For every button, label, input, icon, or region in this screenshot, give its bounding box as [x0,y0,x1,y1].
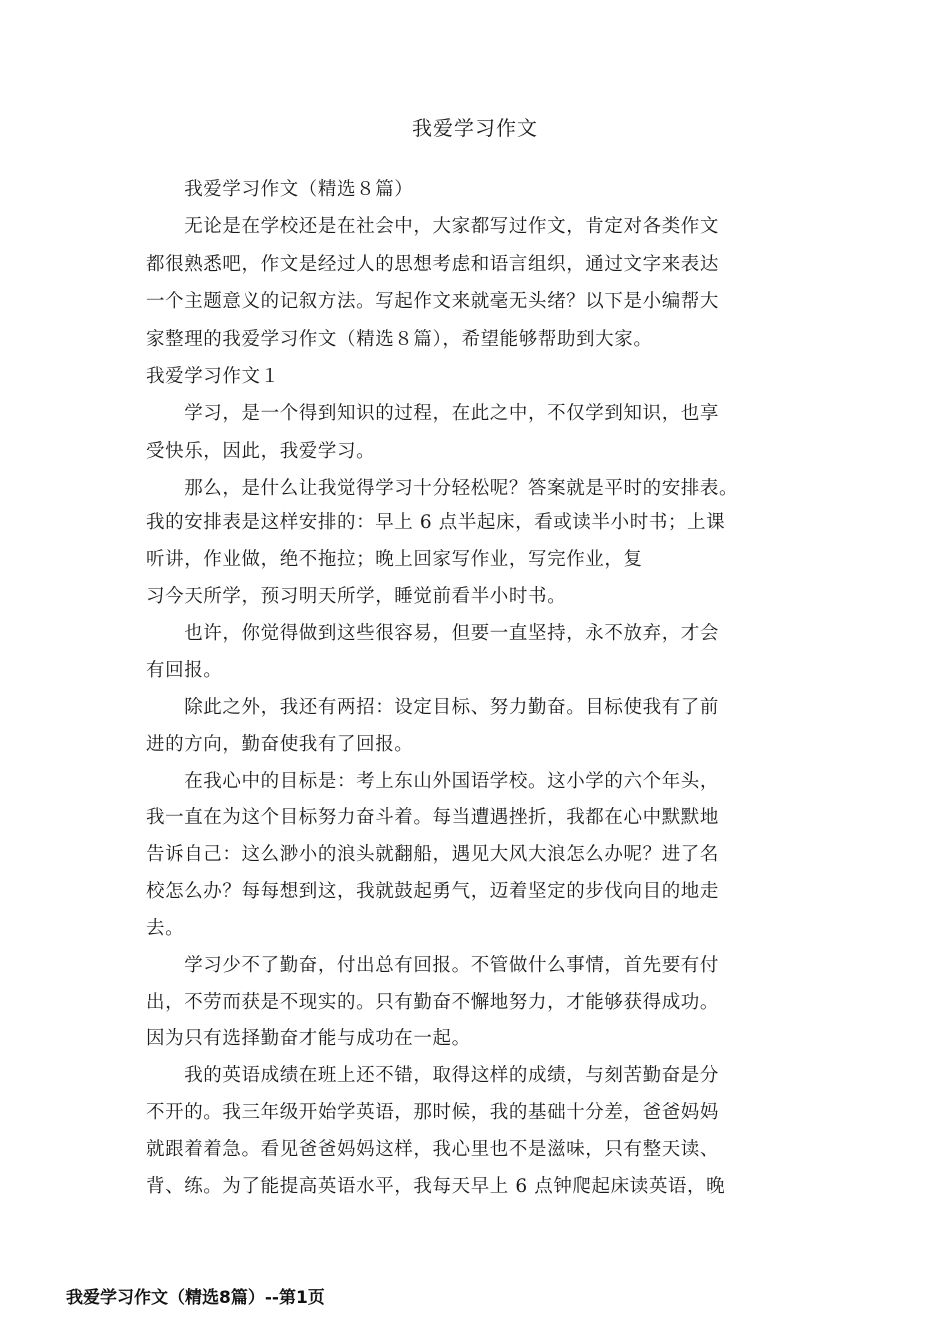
text-line: 学习，是一个得到知识的过程，在此之中，不仅学到知识，也享 [146,403,720,424]
text-line: 在我心中的目标是：考上东山外国语学校。这小学的六个年头， [146,771,720,792]
text-line: 校怎么办？每每想到这，我就鼓起勇气，迈着坚定的步伐向目的地走 [146,881,720,902]
text-line: 去。 [146,918,185,939]
document-title: 我爱学习作文 [412,116,538,140]
text-line: 也许，你觉得做到这些很容易，但要一直坚持，永不放弃，才会 [146,623,720,644]
text-line: 除此之外，我还有两招：设定目标、努力勤奋。目标使我有了前 [146,697,720,718]
section-heading: 我爱学习作文１ [146,366,280,387]
text-line: 我爱学习作文（精选８篇） [146,179,414,200]
text-line: 我的安排表是这样安排的：早上 6 点半起床，看或读半小时书；上课 [146,512,726,533]
text-line: 受快乐，因此，我爱学习。 [146,441,376,462]
page-footer: 我爱学习作文（精选8篇）--第1页 [66,1288,325,1308]
text-line: 一个主题意义的记叙方法。写起作文来就毫无头绪？以下是小编帮大 [146,291,720,312]
text-line: 家整理的我爱学习作文（精选８篇），希望能够帮助到大家。 [146,329,653,350]
text-line: 我的英语成绩在班上还不错，取得这样的成绩，与刻苦勤奋是分 [146,1065,720,1086]
text-line: 那么，是什么让我觉得学习十分轻松呢？答案就是平时的安排表。 [146,478,739,499]
text-line: 有回报。 [146,660,223,681]
text-line: 听讲，作业做，绝不拖拉；晚上回家写作业，写完作业，复 [146,549,643,570]
text-line: 不开的。我三年级开始学英语，那时候，我的基础十分差，爸爸妈妈 [146,1102,720,1123]
text-line: 就跟着着急。看见爸爸妈妈这样，我心里也不是滋味，只有整天读、 [146,1139,720,1160]
text-line: 无论是在学校还是在社会中，大家都写过作文，肯定对各类作文 [146,216,720,237]
text-line: 进的方向，勤奋使我有了回报。 [146,734,414,755]
text-line: 都很熟悉吧，作文是经过人的思想考虑和语言组织，通过文字来表达 [146,254,720,275]
text-line: 习今天所学，预习明天所学，睡觉前看半小时书。 [146,586,567,607]
text-line: 学习少不了勤奋，付出总有回报。不管做什么事情，首先要有付 [146,955,720,976]
text-line: 出，不劳而获是不现实的。只有勤奋不懈地努力，才能够获得成功。 [146,992,720,1013]
text-line: 因为只有选择勤奋才能与成功在一起。 [146,1028,471,1049]
text-line: 背、练。为了能提高英语水平，我每天早上 6 点钟爬起床读英语，晚 [146,1176,726,1197]
text-line: 我一直在为这个目标努力奋斗着。每当遭遇挫折，我都在心中默默地 [146,807,720,828]
text-line: 告诉自己：这么渺小的浪头就翻船，遇见大风大浪怎么办呢？进了名 [146,844,720,865]
